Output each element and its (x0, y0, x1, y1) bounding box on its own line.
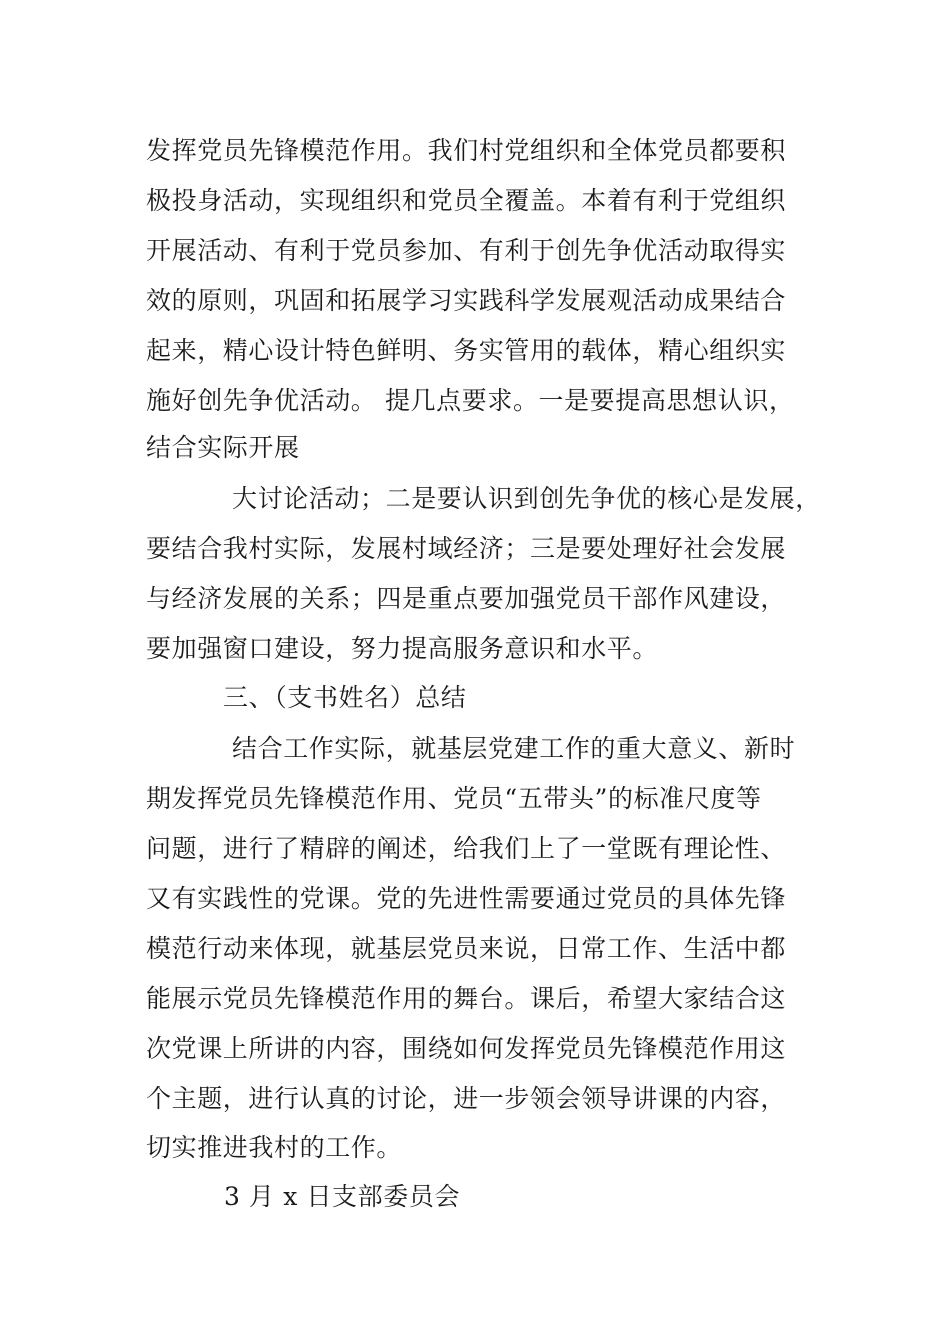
text-line: 期发挥党员先锋模范作用、党员“五带头”的标准尺度等 (146, 784, 762, 813)
text-line: 起来，精心设计特色鲜明、务实管用的载体，精心组织实 (146, 336, 787, 365)
text-line: 模范行动来体现，就基层党员来说，日常工作、生活中都 (146, 934, 787, 963)
text-line: 次党课上所讲的内容，围绕如何发挥党员先锋模范作用这 (146, 1034, 787, 1063)
text-line: 开展活动、有利于党员参加、有利于创先争优活动取得实 (146, 236, 787, 265)
text-line: 发挥党员先锋模范作用。我们村党组织和全体党员都要积 (146, 136, 787, 165)
text-line: 问题，进行了精辟的阐述，给我们上了一堂既有理论性、 (146, 834, 787, 863)
text-line: 极投身活动，实现组织和党员全覆盖。本着有利于党组织 (146, 186, 787, 215)
date-signature-line: 3 月 x 日支部委员会 (224, 1182, 461, 1211)
text-line: 个主题，进行认真的讨论，进一步领会领导讲课的内容， (146, 1084, 787, 1113)
text-line: 要加强窗口建设，努力提高服务意识和水平。 (146, 634, 659, 663)
text-line: 要结合我村实际，发展村域经济；三是要处理好社会发展 (146, 534, 787, 563)
section-heading: 三、（支书姓名）总结 (223, 683, 467, 712)
text-line: 又有实践性的党课。党的先进性需要通过党员的具体先锋 (146, 884, 787, 913)
text-line: 切实推进我村的工作。 (146, 1133, 403, 1162)
text-line: 能展示党员先锋模范作用的舞台。课后，希望大家结合这 (146, 984, 787, 1013)
text-line: 大讨论活动；二是要认识到创先争优的核心是发展， (232, 484, 821, 513)
text-line: 结合工作实际，就基层党建工作的重大意义、新时 (232, 734, 796, 763)
text-line: 结合实际开展 (146, 433, 300, 462)
text-line: 与经济发展的关系；四是重点要加强党员干部作风建设， (146, 584, 787, 613)
text-line: 施好创先争优活动。 提几点要求。一是要提高思想认识， (146, 386, 795, 415)
text-line: 效的原则，巩固和拓展学习实践科学发展观活动成果结合 (146, 286, 787, 315)
